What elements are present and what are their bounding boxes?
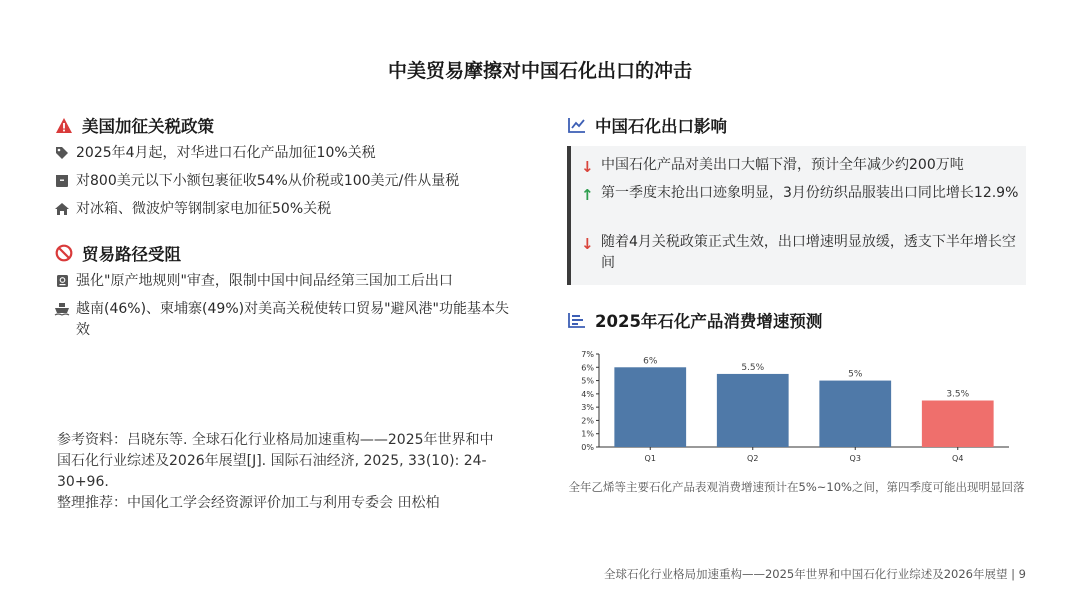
list-item: 对冰箱、微波炉等钢制家电加征50%关税 bbox=[54, 199, 514, 220]
x-tick-label: Q3 bbox=[849, 454, 861, 463]
y-tick-label: 0% bbox=[581, 443, 594, 452]
arrow-up-icon: ↑ bbox=[581, 186, 594, 204]
chart-caption: 全年乙烯等主要石化产品表观消费增速预计在5%~10%之间，第四季度可能出现明显回落 bbox=[568, 480, 1025, 494]
y-tick-label: 5% bbox=[581, 376, 594, 386]
x-tick-label: Q4 bbox=[952, 454, 964, 463]
y-tick-label: 6% bbox=[581, 363, 594, 373]
ban-icon bbox=[54, 243, 74, 263]
impact-heading bbox=[567, 113, 727, 137]
y-tick-label: 7% bbox=[581, 350, 594, 359]
list-item: 越南(46%)、柬埔寨(49%)对美高关税使转口贸易"避风港"功能基本失效 bbox=[54, 299, 514, 341]
impact-item: ↑ 第一季度末抢出口迹象明显，3月份纺织品服装出口同比增长12.9% bbox=[581, 185, 1019, 204]
list-item: 强化"原产地规则"审查，限制中国中间品经第三国加工后出口 bbox=[54, 271, 514, 292]
blocked-heading bbox=[54, 241, 181, 265]
bar-data-label: 5% bbox=[848, 369, 863, 380]
home-icon bbox=[54, 202, 70, 220]
impact-item: ↓ 随着4月关税政策正式生效，出口增速明显放缓，透支下半年增长空间 bbox=[581, 232, 1021, 274]
arrow-down-icon: ↓ bbox=[581, 158, 594, 176]
package-icon bbox=[54, 174, 70, 192]
bar bbox=[922, 401, 994, 448]
impact-heading-text: 中国石化出口影响 bbox=[595, 117, 727, 136]
impact-item: ↓ 中国石化产品对美出口大幅下滑，预计全年减少约200万吨 bbox=[581, 157, 964, 176]
impact-panel bbox=[567, 146, 1026, 285]
list-item: 对800美元以下小额包裹征收54%从价税或100美元/件从量税 bbox=[54, 171, 514, 192]
reference-source: 参考资料：吕晓东等. 全球石化行业格局加速重构——2025年世界和中国石化行业综述及2026年展望[J]. 国际石油经济, 2025, 33(10): 24-30+96. bbox=[57, 432, 494, 490]
y-tick-label: 2% bbox=[581, 416, 594, 426]
arrow-down-icon: ↓ bbox=[581, 235, 594, 253]
warning-icon bbox=[54, 115, 74, 135]
forecast-heading-text: 2025年石化产品消费增速预测 bbox=[595, 312, 823, 331]
bar-data-label: 5.5% bbox=[741, 362, 765, 373]
reference-note bbox=[57, 430, 497, 514]
policy-heading-text: 美国加征关税政策 bbox=[82, 117, 214, 136]
bar-data-label: 3.5% bbox=[946, 389, 970, 400]
forecast-chart bbox=[567, 343, 1026, 471]
bar bbox=[717, 374, 789, 447]
forecast-heading bbox=[567, 308, 822, 332]
forecast-bar-chart bbox=[567, 343, 1026, 471]
blocked-heading-text: 贸易路径受阻 bbox=[82, 245, 181, 264]
policy-heading bbox=[54, 113, 214, 137]
y-tick-label: 4% bbox=[581, 389, 594, 399]
bar-chart-icon bbox=[567, 310, 587, 330]
x-tick-label: Q1 bbox=[644, 454, 656, 463]
passport-icon bbox=[54, 274, 70, 292]
bar-data-label: 6% bbox=[643, 356, 658, 367]
footer-text: 全球石化行业格局加速重构——2025年世界和中国石化行业综述及2026年展望 | 9 bbox=[603, 567, 1026, 581]
y-tick-label: 3% bbox=[581, 403, 594, 413]
y-tick-label: 1% bbox=[581, 429, 594, 439]
list-item: 2025年4月起，对华进口石化产品加征10%关税 bbox=[54, 143, 514, 164]
bar bbox=[819, 381, 891, 447]
reference-recommender: 整理推荐：中国化工学会经资源评价加工与利用专委会 田松柏 bbox=[57, 495, 440, 511]
ship-icon bbox=[54, 302, 70, 341]
line-chart-icon bbox=[567, 115, 587, 135]
tag-icon bbox=[54, 146, 70, 164]
bar bbox=[614, 367, 686, 447]
page-title: 中美贸易摩擦对中国石化出口的冲击 bbox=[387, 60, 692, 82]
x-tick-label: Q2 bbox=[747, 454, 759, 463]
